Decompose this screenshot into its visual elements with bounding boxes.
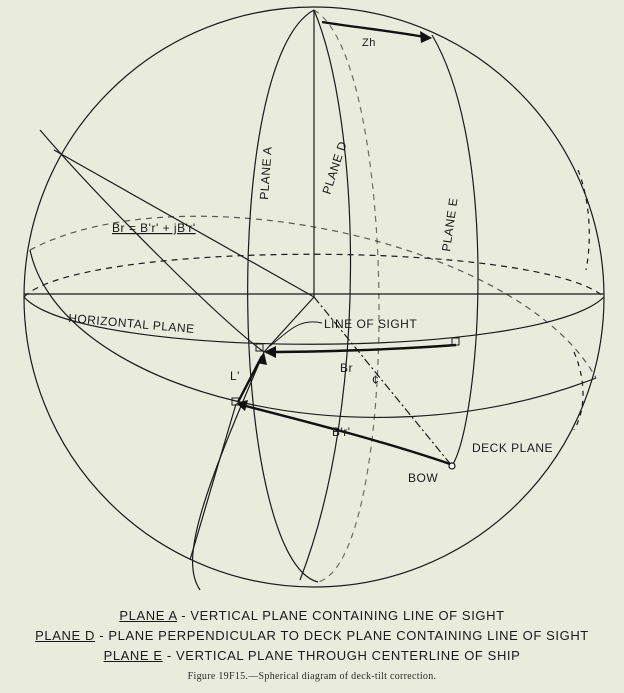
plane-a-back: [314, 10, 379, 582]
figure-caption: Figure 19F15.—Spherical diagram of deck-tilt correction.: [187, 671, 437, 682]
legend-text-d: - PLANE PERPENDICULAR TO DECK PLANE CONTAINING LINE OF SIGHT: [94, 628, 589, 643]
br-arrowhead: [264, 346, 276, 358]
legend-text-e: - VERTICAL PLANE THROUGH CENTERLINE OF SHIP: [162, 648, 521, 663]
l-prime-arrowhead: [257, 352, 267, 365]
plane-a-ellipse: [248, 10, 318, 582]
label-centerline: ¢: [372, 373, 380, 387]
label-b-prime-r-prime: B'r': [332, 425, 351, 439]
label-horizontal-plane: HORIZONTAL PLANE: [67, 311, 196, 337]
bow-point: [449, 463, 455, 469]
legend-text-a: - VERTICAL PLANE CONTAINING LINE OF SIGHT: [177, 608, 505, 623]
vertical-line-left: [190, 404, 236, 560]
plane-d-arc: [300, 10, 351, 580]
label-l-prime: L': [230, 369, 240, 383]
right-upper-dashed: [578, 170, 589, 270]
zh-arrowhead: [420, 31, 432, 43]
legend-plane-a: [0, 608, 624, 623]
label-plane-d: PLANE D: [319, 139, 350, 196]
legend-key-d: PLANE D: [35, 628, 95, 643]
label-deck-plane: DECK PLANE: [472, 441, 554, 455]
left-lower-arc: [193, 352, 264, 590]
legend-key-e: PLANE E: [103, 648, 163, 663]
br-arrow: [266, 345, 456, 352]
label-line-of-sight: LINE OF SIGHT: [324, 317, 418, 331]
label-bow: BOW: [408, 471, 439, 485]
label-plane-e: PLANE E: [439, 196, 461, 253]
label-plane-a: PLANE A: [257, 145, 275, 201]
los-leader: [270, 322, 322, 346]
label-zh: Zh: [362, 37, 376, 49]
right-dashed-arc: [574, 352, 583, 430]
legend-plane-e: [0, 648, 624, 663]
deck-plane-circle: [30, 250, 596, 417]
legend-key-a: PLANE A: [119, 608, 178, 623]
legend-plane-d: [0, 628, 624, 643]
label-br: Br: [340, 361, 353, 375]
label-formula: Br = B'r' + jB'r': [112, 221, 196, 235]
